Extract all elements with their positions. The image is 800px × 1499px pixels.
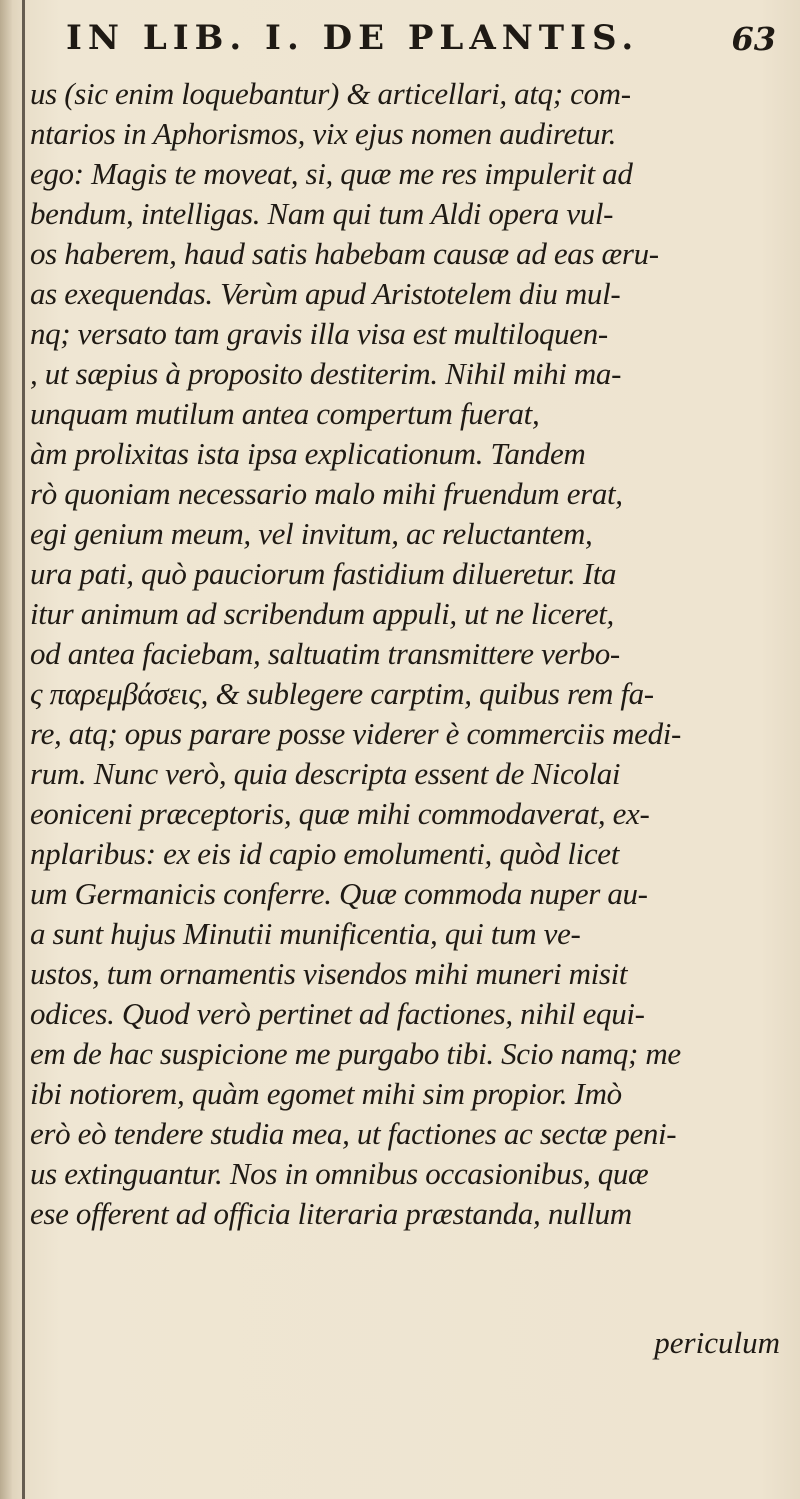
text-line: egi genium meum, vel invitum, ac reluctantem, (30, 516, 593, 551)
text-line: unquam mutilum antea compertum fuerat, (30, 396, 540, 431)
page-gutter (0, 0, 12, 1499)
text-line: rum. Nunc verò, quia descripta essent de Nicolai (30, 756, 621, 791)
text-line: a sunt hujus Minutii munificentia, qui tum ve- (30, 916, 581, 951)
text-line: eoniceni præceptoris, quæ mihi commodaverat, ex- (30, 796, 650, 831)
text-line: ntarios in Aphorismos, vix ejus nomen audiretur. (30, 116, 616, 151)
text-line: us extinguantur. Nos in omnibus occasionibus, quæ (30, 1156, 649, 1191)
text-line: nplaribus: ex eis id capio emolumenti, quòd licet (30, 836, 619, 871)
text-line: itur animum ad scribendum appuli, ut ne liceret, (30, 596, 614, 631)
text-line: re, atq; opus parare posse viderer è commerciis medi- (30, 716, 681, 751)
page-number: 63 (731, 20, 776, 58)
text-line: os haberem, haud satis habebam causæ ad eas æru- (30, 236, 659, 271)
text-line: us (sic enim loquebantur) & articellari, atq; com- (30, 76, 631, 111)
running-head: IN LIB. I. DE PLANTIS. (66, 18, 640, 58)
text-line: ibi notiorem, quàm egomet mihi sim propior. Imò (30, 1076, 622, 1111)
text-line: ustos, tum ornamentis visendos mihi muneri misit (30, 956, 628, 991)
text-line: od antea faciebam, saltuatim transmittere verbo- (30, 636, 620, 671)
text-line: àm prolixitas ista ipsa explicationum. Tandem (30, 436, 586, 471)
text-line: ura pati, quò pauciorum fastidium dilueretur. Ita (30, 556, 617, 591)
text-line: erò eò tendere studia mea, ut factiones ac sectæ peni- (30, 1116, 677, 1151)
text-line: ese offerent ad officia literaria præstanda, nullum (30, 1196, 632, 1231)
gutter-rule (22, 0, 25, 1499)
text-line: nq; versato tam gravis illa visa est multiloquen- (30, 316, 608, 351)
text-line: rò quoniam necessario malo mihi fruendum erat, (30, 476, 623, 511)
catchword: periculum (654, 1325, 780, 1360)
text-line: em de hac suspicione me purgabo tibi. Scio namq; me (30, 1036, 681, 1071)
text-line: as exequendas. Verùm apud Aristotelem diu mul- (30, 276, 621, 311)
body-text (30, 74, 788, 1234)
text-line: bendum, intelligas. Nam qui tum Aldi opera vul- (30, 196, 614, 231)
text-line: ego: Magis te moveat, si, quæ me res impulerit ad (30, 156, 633, 191)
text-line: , ut sæpius à proposito destiterim. Nihil mihi ma- (30, 356, 622, 391)
text-line: odices. Quod verò pertinet ad factiones, nihil equi- (30, 996, 645, 1031)
text-line: ς παρεμβάσεις, & sublegere carptim, quibus rem fa- (30, 676, 654, 711)
text-line: um Germanicis conferre. Quæ commoda nuper au- (30, 876, 648, 911)
